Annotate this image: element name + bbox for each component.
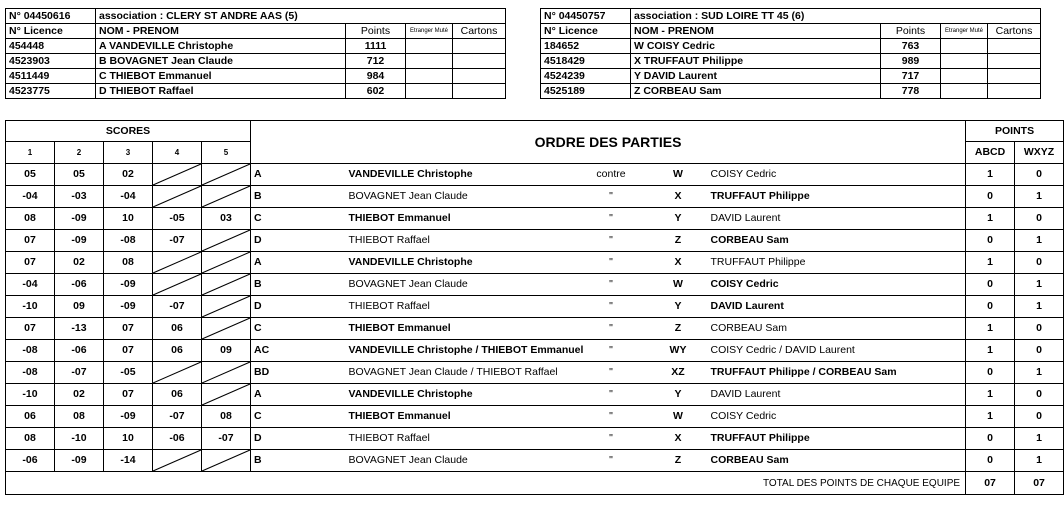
left-player-name: THIEBOT Emmanuel [301,406,574,428]
right-player-code: WY [649,340,708,362]
player-licence: 4524239 [541,69,631,84]
empty-set-cell [202,252,251,274]
player-cartons [988,84,1041,99]
player-points: 763 [881,39,941,54]
game-row [6,208,1064,230]
right-player-name: COISY Cedric [708,164,966,186]
team-right-table [540,8,1041,99]
set-score: -09 [104,296,153,318]
empty-set-cell [202,362,251,384]
total-wxyz: 07 [1015,472,1064,495]
left-player-name: BOVAGNET Jean Claude / THIEBOT Raffael [301,362,574,384]
points-abcd: 1 [966,384,1015,406]
left-player-name: VANDEVILLE Christophe [301,164,574,186]
player-points: 1111 [346,39,406,54]
points-wxyz: 0 [1015,384,1064,406]
col-etranger-header: Etranger Muté [941,24,988,39]
player-cartons [453,84,506,99]
points-wxyz: 0 [1015,252,1064,274]
team-right-number: N° 04450757 [541,9,631,24]
game-row [6,428,1064,450]
player-etranger [406,39,453,54]
player-licence: 4525189 [541,84,631,99]
points-abcd: 0 [966,428,1015,450]
set-score: -07 [153,406,202,428]
set-score: 06 [153,340,202,362]
right-player-name: DAVID Laurent [708,208,966,230]
versus-label: " [574,252,649,274]
left-player-code: B [251,274,301,296]
player-points: 989 [881,54,941,69]
empty-set-cell [202,274,251,296]
player-row [541,84,1041,99]
player-name: A VANDEVILLE Christophe [96,39,346,54]
points-wxyz: 0 [1015,208,1064,230]
set-score: -07 [153,230,202,252]
player-name: D THIEBOT Raffael [96,84,346,99]
player-cartons [453,54,506,69]
versus-label: " [574,186,649,208]
set-score: 06 [153,318,202,340]
set-score: 02 [55,252,104,274]
empty-set-cell [153,274,202,296]
game-row [6,296,1064,318]
right-player-code: XZ [649,362,708,384]
player-name: Z CORBEAU Sam [631,84,881,99]
player-row [541,54,1041,69]
left-player-name: VANDEVILLE Christophe [301,252,574,274]
left-player-name: BOVAGNET Jean Claude [301,274,574,296]
right-player-code: X [649,186,708,208]
points-wxyz: 0 [1015,406,1064,428]
left-player-name: THIEBOT Emmanuel [301,208,574,230]
set-score: 02 [104,164,153,186]
points-abcd: 0 [966,186,1015,208]
player-etranger [941,84,988,99]
set-score: -07 [202,428,251,450]
left-player-code: A [251,384,301,406]
left-player-code: C [251,208,301,230]
player-etranger [406,54,453,69]
left-player-code: AC [251,340,301,362]
game-row [6,186,1064,208]
left-player-name: VANDEVILLE Christophe / THIEBOT Emmanuel [301,340,574,362]
set-score: 07 [104,384,153,406]
set-score: 07 [104,340,153,362]
team-right-association: association : SUD LOIRE TT 45 (6) [631,9,1041,24]
empty-set-cell [202,296,251,318]
player-points: 778 [881,84,941,99]
col-cartons-header: Cartons [453,24,506,39]
col-name-header: NOM - PRENOM [96,24,346,39]
right-player-name: CORBEAU Sam [708,230,966,252]
set-number-2: 2 [55,142,104,164]
versus-label: " [574,406,649,428]
right-player-name: CORBEAU Sam [708,450,966,472]
right-player-code: Z [649,450,708,472]
versus-label: " [574,384,649,406]
set-score: 09 [202,340,251,362]
game-row [6,384,1064,406]
empty-set-cell [153,252,202,274]
set-score: 09 [55,296,104,318]
set-number-1: 1 [6,142,55,164]
right-player-name: COISY Cedric [708,406,966,428]
set-score: 08 [55,406,104,428]
set-score: 07 [6,230,55,252]
col-points-header: Points [881,24,941,39]
set-score: 10 [104,208,153,230]
scores-title: SCORES [6,121,251,142]
game-row [6,318,1064,340]
player-row [6,69,506,84]
col-licence-header: N° Licence [541,24,631,39]
left-player-code: A [251,252,301,274]
set-score: -09 [55,208,104,230]
set-score: -07 [55,362,104,384]
col-cartons-header: Cartons [988,24,1041,39]
left-player-code: B [251,450,301,472]
team-left-players [6,39,506,99]
versus-label: contre [574,164,649,186]
player-etranger [941,39,988,54]
order-title: ORDRE DES PARTIES [251,121,966,164]
empty-set-cell [202,318,251,340]
empty-set-cell [202,164,251,186]
col-licence-header: N° Licence [6,24,96,39]
set-score: -10 [6,296,55,318]
player-etranger [406,84,453,99]
match-sheet-table [5,120,1064,495]
set-score: -06 [153,428,202,450]
game-row [6,252,1064,274]
player-cartons [453,69,506,84]
points-abcd: 1 [966,318,1015,340]
set-score: 08 [202,406,251,428]
player-name: X TRUFFAUT Philippe [631,54,881,69]
right-player-name: DAVID Laurent [708,296,966,318]
game-row [6,274,1064,296]
games-list [6,164,1064,472]
set-score: 05 [6,164,55,186]
empty-set-cell [153,164,202,186]
left-player-code: D [251,428,301,450]
right-player-code: X [649,252,708,274]
right-player-code: W [649,164,708,186]
team-left-table [5,8,506,99]
set-score: 06 [153,384,202,406]
left-player-name: THIEBOT Emmanuel [301,318,574,340]
team-left-association: association : CLERY ST ANDRE AAS (5) [96,9,506,24]
player-name: W COISY Cedric [631,39,881,54]
versus-label: " [574,362,649,384]
player-licence: 4518429 [541,54,631,69]
points-abcd: 0 [966,296,1015,318]
set-score: -13 [55,318,104,340]
player-cartons [988,54,1041,69]
points-wxyz: 1 [1015,230,1064,252]
set-score: -08 [6,340,55,362]
col-wxyz-header: WXYZ [1015,142,1064,164]
points-wxyz: 1 [1015,450,1064,472]
versus-label: " [574,230,649,252]
points-title: POINTS [966,121,1064,142]
left-player-code: A [251,164,301,186]
player-licence: 454448 [6,39,96,54]
game-row [6,362,1064,384]
left-player-name: THIEBOT Raffael [301,230,574,252]
player-licence: 4511449 [6,69,96,84]
right-player-name: TRUFFAUT Philippe [708,186,966,208]
points-abcd: 1 [966,340,1015,362]
game-row [6,340,1064,362]
versus-label: " [574,318,649,340]
set-score: 08 [6,208,55,230]
left-player-name: THIEBOT Raffael [301,296,574,318]
col-abcd-header: ABCD [966,142,1015,164]
set-score: -08 [104,230,153,252]
set-score: -04 [104,186,153,208]
set-score: -06 [55,274,104,296]
left-player-code: D [251,296,301,318]
right-player-name: CORBEAU Sam [708,318,966,340]
versus-label: " [574,428,649,450]
left-player-code: BD [251,362,301,384]
set-score: 02 [55,384,104,406]
player-name: C THIEBOT Emmanuel [96,69,346,84]
set-score: 03 [202,208,251,230]
game-row [6,450,1064,472]
left-player-name: THIEBOT Raffael [301,428,574,450]
game-row [6,164,1064,186]
right-player-name: COISY Cedric [708,274,966,296]
left-player-code: D [251,230,301,252]
left-player-name: VANDEVILLE Christophe [301,384,574,406]
points-wxyz: 0 [1015,164,1064,186]
player-licence: 4523775 [6,84,96,99]
versus-label: " [574,296,649,318]
set-number-3: 3 [104,142,153,164]
set-score: -09 [55,450,104,472]
points-wxyz: 1 [1015,274,1064,296]
points-abcd: 0 [966,362,1015,384]
points-wxyz: 1 [1015,428,1064,450]
empty-set-cell [202,384,251,406]
player-name: B BOVAGNET Jean Claude [96,54,346,69]
set-score: 08 [6,428,55,450]
right-player-code: W [649,274,708,296]
points-abcd: 0 [966,230,1015,252]
set-score: -10 [6,384,55,406]
player-row [541,69,1041,84]
right-player-name: TRUFFAUT Philippe [708,428,966,450]
player-row [541,39,1041,54]
set-score: -07 [153,296,202,318]
right-player-code: Y [649,208,708,230]
player-row [6,84,506,99]
left-player-name: BOVAGNET Jean Claude [301,450,574,472]
empty-set-cell [153,362,202,384]
points-wxyz: 0 [1015,340,1064,362]
player-points: 717 [881,69,941,84]
set-score: -05 [153,208,202,230]
player-name: Y DAVID Laurent [631,69,881,84]
team-right-players [541,39,1041,99]
right-player-code: W [649,406,708,428]
player-row [6,39,506,54]
set-score: -14 [104,450,153,472]
set-score: 10 [104,428,153,450]
player-cartons [988,39,1041,54]
versus-label: " [574,450,649,472]
player-cartons [988,69,1041,84]
points-abcd: 1 [966,252,1015,274]
player-points: 712 [346,54,406,69]
points-abcd: 0 [966,274,1015,296]
player-points: 984 [346,69,406,84]
set-score: 07 [6,252,55,274]
points-abcd: 1 [966,406,1015,428]
points-wxyz: 1 [1015,296,1064,318]
game-row [6,406,1064,428]
set-score: 06 [6,406,55,428]
player-etranger [941,54,988,69]
left-player-code: C [251,406,301,428]
total-label: TOTAL DES POINTS DE CHAQUE EQUIPE [6,472,966,495]
points-wxyz: 1 [1015,362,1064,384]
set-score: -06 [55,340,104,362]
set-score: -03 [55,186,104,208]
right-player-code: Z [649,318,708,340]
player-etranger [941,69,988,84]
points-abcd: 1 [966,164,1015,186]
set-score: -08 [6,362,55,384]
empty-set-cell [202,450,251,472]
set-score: -04 [6,274,55,296]
set-score: -09 [55,230,104,252]
set-score: -09 [104,406,153,428]
game-row [6,230,1064,252]
right-player-name: DAVID Laurent [708,384,966,406]
player-points: 602 [346,84,406,99]
set-score: -10 [55,428,104,450]
player-licence: 4523903 [6,54,96,69]
col-etranger-header: Etranger Muté [406,24,453,39]
empty-set-cell [153,186,202,208]
right-player-name: TRUFFAUT Philippe [708,252,966,274]
versus-label: " [574,340,649,362]
set-score: -05 [104,362,153,384]
left-player-code: C [251,318,301,340]
left-player-name: BOVAGNET Jean Claude [301,186,574,208]
set-score: -06 [6,450,55,472]
points-abcd: 1 [966,208,1015,230]
set-score: -04 [6,186,55,208]
set-score: 07 [6,318,55,340]
set-score: 05 [55,164,104,186]
versus-label: " [574,208,649,230]
right-player-code: Z [649,230,708,252]
right-player-code: Y [649,384,708,406]
col-name-header: NOM - PRENOM [631,24,881,39]
empty-set-cell [202,186,251,208]
empty-set-cell [202,230,251,252]
team-left-number: N° 04450616 [6,9,96,24]
points-wxyz: 1 [1015,186,1064,208]
set-score: -09 [104,274,153,296]
right-player-code: X [649,428,708,450]
player-row [6,54,506,69]
player-licence: 184652 [541,39,631,54]
set-number-5: 5 [202,142,251,164]
right-player-name: TRUFFAUT Philippe / CORBEAU Sam [708,362,966,384]
set-score: 08 [104,252,153,274]
versus-label: " [574,274,649,296]
set-number-4: 4 [153,142,202,164]
set-score: 07 [104,318,153,340]
left-player-code: B [251,186,301,208]
player-cartons [453,39,506,54]
points-wxyz: 0 [1015,318,1064,340]
total-abcd: 07 [966,472,1015,495]
player-etranger [406,69,453,84]
points-abcd: 0 [966,450,1015,472]
col-points-header: Points [346,24,406,39]
right-player-name: COISY Cedric / DAVID Laurent [708,340,966,362]
right-player-code: Y [649,296,708,318]
empty-set-cell [153,450,202,472]
